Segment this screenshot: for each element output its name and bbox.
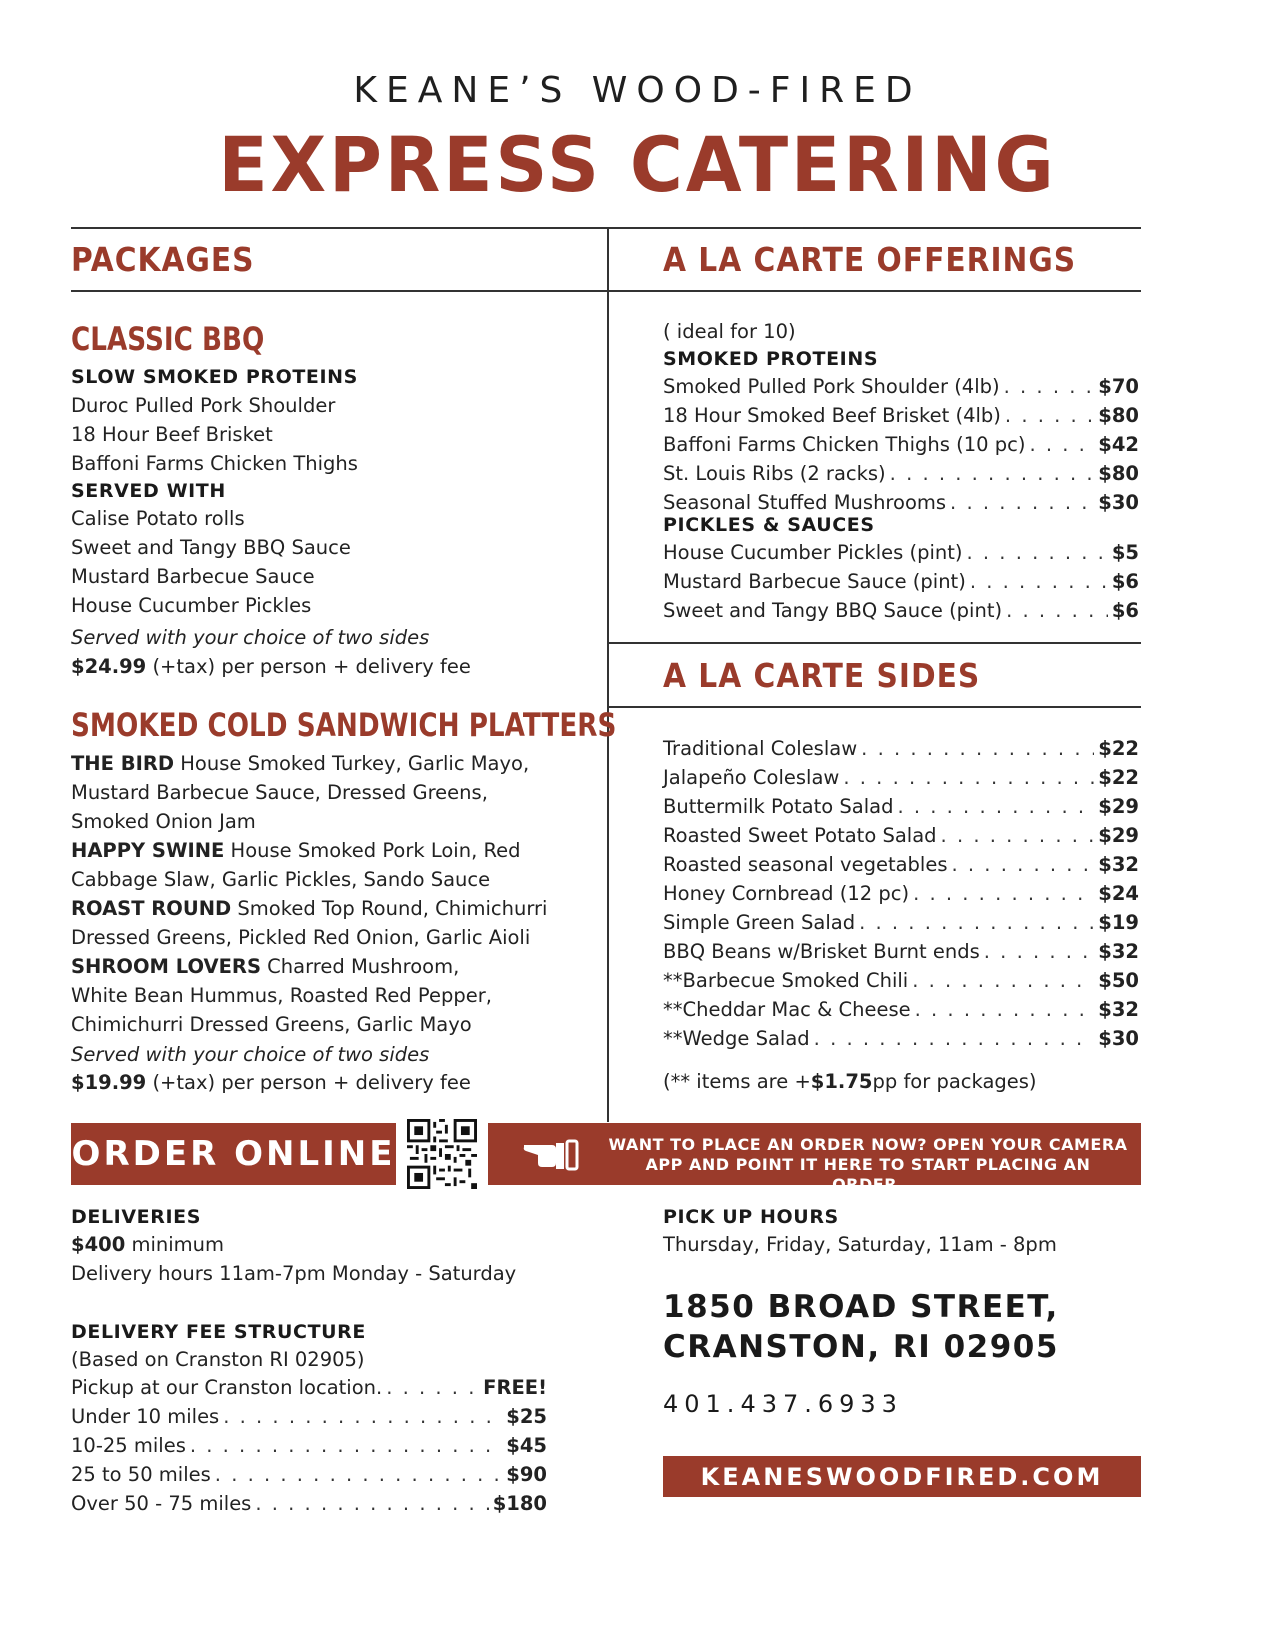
minimum-text: minimum [125,1233,225,1256]
sandwich-line: Chimichurri Dressed Greens, Garlic Mayo [71,1013,472,1036]
item-name: BBQ Beans w/Brisket Burnt ends [663,940,980,963]
leader-dots [946,488,1094,517]
sandwich-line [71,894,547,923]
sandwich-list [71,749,547,1039]
price-row [663,908,1139,937]
item-price: $42 [1098,433,1139,456]
price-row [663,763,1139,792]
item-price: $29 [1098,824,1139,847]
item-name: Over 50 - 75 miles [71,1492,252,1515]
list-item: Calise Potato rolls [71,507,245,530]
sides-price-list [663,734,1139,1053]
item-name: Roasted seasonal vegetables [663,853,948,876]
leader-dots [382,1373,479,1402]
leader-dots [886,459,1095,488]
sides-top-divider [608,642,1141,644]
brand-name: KEANE’S WOOD-FIRED [353,70,922,111]
price-row [71,1431,547,1460]
delivery-minimum [71,1230,224,1259]
minimum-price: $400 [71,1233,126,1256]
order-online-label: ORDER ONLINE [71,1134,396,1174]
item-price: $80 [1098,462,1139,485]
phone-number[interactable]: 401.437.6933 [663,1390,903,1418]
sandwich-platters-title: SMOKED COLD SANDWICH PLATTERS [71,706,617,744]
instruction-line: WANT TO PLACE AN ORDER NOW? OPEN YOUR CAMERA [608,1135,1128,1154]
leader-dots [839,763,1094,792]
classic-price-suffix: (+tax) per person + delivery fee [146,655,471,678]
item-price: $6 [1111,570,1139,593]
leader-dots [937,821,1095,850]
item-name: Pickup at our Cranston location. [71,1376,383,1399]
heading-divider [71,290,1141,292]
item-price: FREE! [483,1376,547,1399]
item-name: **Barbecue Smoked Chili [663,969,909,992]
classic-note: Served with your choice of two sides [71,626,430,649]
item-name: Simple Green Salad [663,911,856,934]
price-row [663,792,1139,821]
item-name: **Cheddar Mac & Cheese [663,998,911,1021]
address-line: 1850 BROAD STREET, [663,1289,1059,1325]
item-price: $50 [1098,969,1139,992]
delivery-hours: Delivery hours 11am-7pm Monday - Saturday [71,1262,517,1285]
price-row [663,488,1139,517]
sandwich-desc: House Smoked Turkey, Garlic Mayo, [174,752,530,775]
item-price: $32 [1098,853,1139,876]
sandwich-desc: Smoked Top Round, Chimichurri [231,897,548,920]
item-price: $70 [1098,375,1139,398]
website-link[interactable] [663,1456,1141,1497]
order-instructions [608,1135,1128,1195]
packages-heading: PACKAGES [71,240,255,279]
leader-dots [186,1431,502,1460]
item-price: $5 [1111,541,1139,564]
item-price: $90 [506,1463,547,1486]
sides-note [663,1067,1037,1096]
note-text: pp for packages) [872,1070,1037,1093]
instruction-line: APP AND POINT IT HERE TO START PLACING AN ORDER. [645,1155,1091,1194]
note-text: (** items are + [663,1070,811,1093]
page-title: EXPRESS CATERING [218,120,1057,209]
item-price: $80 [1098,404,1139,427]
sandwich-name: ROAST ROUND [71,897,232,920]
address-line: CRANSTON, RI 02905 [663,1329,1059,1365]
item-name: House Cucumber Pickles (pint) [663,541,963,564]
leader-dots [948,850,1095,879]
sandwich-line [71,836,547,865]
sandwich-line: Cabbage Slaw, Garlic Pickles, Sando Sauce [71,868,491,891]
price-row [71,1489,547,1518]
order-online-button[interactable] [71,1123,396,1185]
price-row [663,401,1139,430]
price-row [663,966,1139,995]
sides-heading-divider [608,706,1141,708]
leader-dots [251,1489,488,1518]
item-name: **Wedge Salad [663,1027,810,1050]
item-name: Jalapeño Coleslaw [663,766,840,789]
list-item: 18 Hour Beef Brisket [71,423,273,446]
sandwich-line: White Bean Hummus, Roasted Red Pepper, [71,984,492,1007]
item-name: Under 10 miles [71,1405,220,1428]
proteins-label: SLOW SMOKED PROTEINS [71,366,358,388]
leader-dots [980,937,1095,966]
pickup-hours: Thursday, Friday, Saturday, 11am - 8pm [663,1233,1057,1256]
sandwich-price: $19.99 [71,1071,147,1094]
price-row [71,1460,547,1489]
price-row [663,734,1139,763]
sandwich-desc: House Smoked Pork Loin, Red [224,839,521,862]
price-row [663,995,1139,1024]
item-price: $32 [1098,998,1139,1021]
fee-structure-label: DELIVERY FEE STRUCTURE [71,1321,366,1343]
item-price: $19 [1098,911,1139,934]
item-price: $29 [1098,795,1139,818]
sandwich-line [71,749,547,778]
fee-basis: (Based on Cranston RI 02905) [71,1348,365,1371]
price-row [663,879,1139,908]
sandwich-price-line [71,1068,471,1097]
list-item: House Cucumber Pickles [71,594,312,617]
sandwich-name: HAPPY SWINE [71,839,225,862]
price-row [663,372,1139,401]
leader-dots [857,734,1094,763]
leader-dots [219,1402,502,1431]
sandwich-line [71,952,547,981]
price-row [663,459,1139,488]
served-with-list [71,504,351,620]
price-row [663,567,1139,596]
item-price: $22 [1098,737,1139,760]
classic-bbq-title: CLASSIC BBQ [71,320,265,358]
item-price: $24 [1098,882,1139,905]
proteins-price-list [663,372,1139,517]
leader-dots [855,908,1094,937]
item-price: $32 [1098,940,1139,963]
column-divider [607,227,609,1122]
leader-dots [1002,596,1108,625]
item-name: Mustard Barbecue Sauce (pint) [663,570,966,593]
leader-dots [966,567,1108,596]
sandwich-price-suffix: (+tax) per person + delivery fee [146,1071,471,1094]
leader-dots [810,1024,1095,1053]
price-row [663,430,1139,459]
price-row [663,538,1139,567]
item-name: Honey Cornbread (12 pc) [663,882,910,905]
leader-dots [1000,372,1095,401]
item-name: Smoked Pulled Pork Shoulder (4lb) [663,375,1000,398]
leader-dots [911,995,1095,1024]
order-instructions-banner [488,1123,1141,1194]
leader-dots [963,538,1108,567]
classic-proteins-list [71,391,358,478]
leader-dots [211,1460,502,1489]
item-name: 18 Hour Smoked Beef Brisket (4lb) [663,404,1001,427]
item-name: Sweet and Tangy BBQ Sauce (pint) [663,599,1003,622]
item-price: $22 [1098,766,1139,789]
item-name: Roasted Sweet Potato Salad [663,824,937,847]
item-name: 25 to 50 miles [71,1463,211,1486]
item-name: St. Louis Ribs (2 racks) [663,462,886,485]
leader-dots [909,879,1094,908]
price-row [663,596,1139,625]
price-row [71,1373,547,1402]
sandwich-name: THE BIRD [71,752,175,775]
alacarte-heading: A LA CARTE OFFERINGS [663,240,1077,279]
pickles-price-list [663,538,1139,625]
price-row [663,1024,1139,1053]
list-item: Sweet and Tangy BBQ Sauce [71,536,351,559]
item-name: Baffoni Farms Chicken Thighs (10 pc) [663,433,1026,456]
website-label: KEANESWOODFIRED.COM [700,1462,1104,1491]
deliveries-label: DELIVERIES [71,1206,201,1228]
served-with-label: SERVED WITH [71,480,226,502]
leader-dots [1025,430,1094,459]
sandwich-note: Served with your choice of two sides [71,1043,430,1066]
item-name: Seasonal Stuffed Mushrooms [663,491,947,514]
item-name: Buttermilk Potato Salad [663,795,894,818]
item-price: $30 [1098,1027,1139,1050]
pickup-hours-label: PICK UP HOURS [663,1206,839,1228]
classic-price-line [71,652,471,681]
pickles-sauces-label: PICKLES & SAUCES [663,514,875,536]
price-row [663,850,1139,879]
top-divider [71,227,1141,229]
price-row [663,937,1139,966]
sandwich-desc: Charred Mushroom, [260,955,460,978]
ideal-note: ( ideal for 10) [663,320,796,343]
note-price: $1.75 [810,1070,873,1093]
item-price: $30 [1098,491,1139,514]
list-item: Mustard Barbecue Sauce [71,565,315,588]
list-item: Baffoni Farms Chicken Thighs [71,452,358,475]
pointing-hand-icon [522,1137,586,1171]
item-price: $25 [506,1405,547,1428]
sandwich-line: Dressed Greens, Pickled Red Onion, Garlic Aioli [71,926,531,949]
sides-heading: A LA CARTE SIDES [663,656,981,695]
leader-dots [908,966,1094,995]
list-item: Duroc Pulled Pork Shoulder [71,394,336,417]
sandwich-line: Mustard Barbecue Sauce, Dressed Greens, [71,781,488,804]
item-price: $180 [492,1492,547,1515]
leader-dots [1001,401,1094,430]
sandwich-line: Smoked Onion Jam [71,810,256,833]
item-name: Traditional Coleslaw [663,737,858,760]
item-price: $6 [1111,599,1139,622]
qr-code-icon[interactable] [406,1119,478,1189]
classic-price: $24.99 [71,655,147,678]
leader-dots [893,792,1094,821]
price-row [71,1402,547,1431]
sandwich-name: SHROOM LOVERS [71,955,261,978]
item-price: $45 [506,1434,547,1457]
address [663,1287,1059,1367]
item-name: 10-25 miles [71,1434,186,1457]
price-row [663,821,1139,850]
smoked-proteins-label: SMOKED PROTEINS [663,348,879,370]
fee-price-list [71,1373,547,1518]
